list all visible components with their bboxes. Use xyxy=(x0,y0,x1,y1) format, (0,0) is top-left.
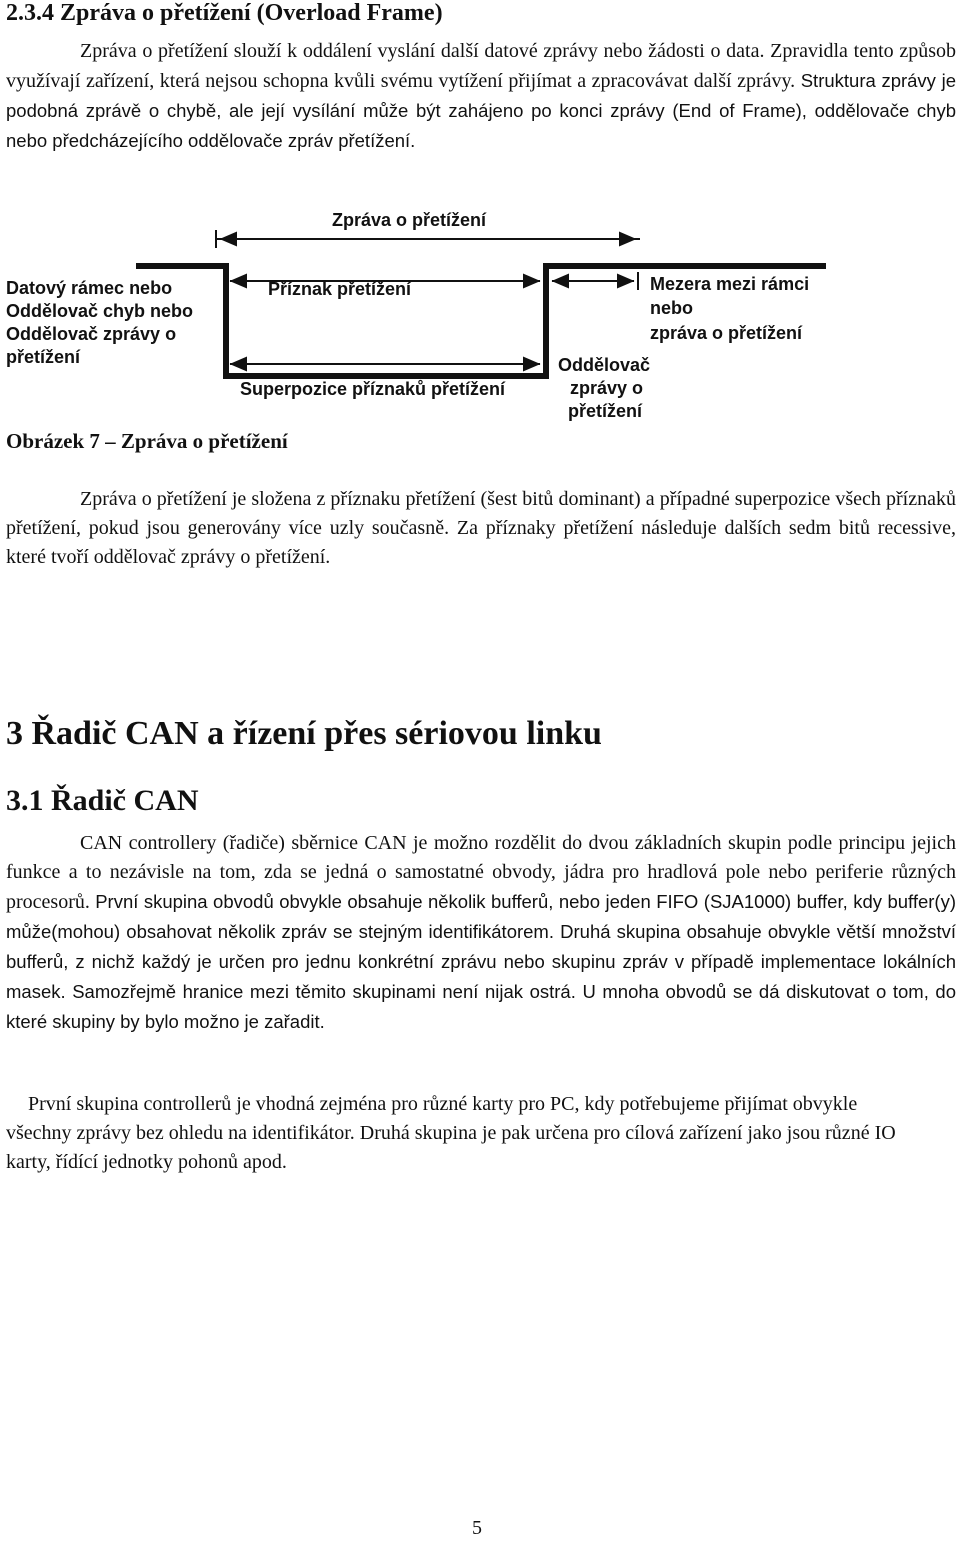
top-dimension-arrow xyxy=(216,230,640,248)
right-label-line: zpráva o přetížení xyxy=(650,323,803,343)
diagram-label-delimiter xyxy=(558,355,650,421)
paragraph-serif-part: Zpráva o přetížení slouží k oddálení vyslání další datové zprávy nebo žádosti o data. Zpravidla tento způsob využívají zařízení, která nejsou schopna kvůli svému vytížení přijímat a zpracovávat další zprávy. xyxy=(6,40,956,92)
diagram-label-overload-flag: Příznak přetížení xyxy=(268,279,412,299)
figure-caption: Obrázek 7 – Zpráva o přetížení xyxy=(6,429,288,453)
diagram-label-overload-frame: Zpráva o přetížení xyxy=(332,210,487,230)
paragraph-can-controllers xyxy=(6,829,956,1037)
overload-frame-diagram xyxy=(0,196,960,426)
paragraph-sans-part: Struktura zprávy je podobná zprávě o chybě, ale její vysílání může být zahájeno po konci zprávy (End of Frame), oddělovače chyb nebo předcházejícího oddělovače zpráv přetížení. xyxy=(6,70,956,151)
diagram-label-left xyxy=(6,278,193,367)
left-label-line: Oddělovač chyb nebo xyxy=(6,301,194,321)
left-label-line: Oddělovač zprávy o xyxy=(6,324,177,344)
superposition-dimension-arrow xyxy=(230,358,540,370)
delimiter-label-line: Oddělovač xyxy=(558,355,651,375)
diagram-label-right xyxy=(650,274,809,343)
page-number: 5 xyxy=(472,1517,482,1539)
delimiter-dimension-arrow xyxy=(552,272,638,290)
subsection-heading: 2.3.4 Zpráva o přetížení (Overload Frame) xyxy=(6,0,443,26)
paragraph-serif-part: CAN controllery (řadiče) sběrnice CAN je možno rozdělit do dvou základních skupin podle principu jejich funkce a to nezávisle na tom, zda se jedná o samostatné obvody, jádra pro hradlová pole nebo periferie různých procesorů. xyxy=(6,832,956,913)
paragraph-overload-structure xyxy=(6,485,956,572)
section-heading: 3.1 Řadič CAN xyxy=(6,784,199,817)
left-label-line: Datový rámec nebo xyxy=(6,278,173,298)
paragraph-controller-groups: První skupina controllerů je vhodná zejména pro různé karty pro PC, kdy potřebujeme přijímat obvykle všechny zprávy bez ohledu na identifikátor. Druhá skupina je pak určena pro cílová zařízení jako jsou různé IO karty, řídící jednotky pohonů apod. xyxy=(6,1093,896,1173)
delimiter-label-line: zprávy o xyxy=(570,378,644,398)
paragraph-serif-part: Za příznaky přetížení následuje dalších sedm bitů recessive, které tvoří oddělovač zprávy o přetížení. xyxy=(6,517,956,568)
right-label-line: Mezera mezi rámci xyxy=(650,274,810,294)
left-label-line: přetížení xyxy=(6,347,81,367)
paragraph-overload-intro xyxy=(6,37,956,156)
right-label-line: nebo xyxy=(650,298,693,318)
delimiter-label-line: přetížení xyxy=(568,401,643,421)
paragraph-serif-part: Zpráva o přetížení je složena z příznaku přetížení (šest bitů dominant) a případné superpozice všech příznaků přetížení, pokud jsou generovány více uzly současně. xyxy=(6,488,956,539)
diagram-label-superposition: Superpozice příznaků přetížení xyxy=(240,379,506,399)
paragraph-sans-part: První skupina obvodů obvykle obsahuje několik bufferů, nebo jeden FIFO (SJA1000) buffer, kdy buffer(y) může(mohou) obsahovat několik zpráv se stejným identifikátorem. Druhá skupina obsahuje obvykle větší množství bufferů, z nichž každý je určen pro jednu konkrétní zprávu nebo skupinu zpráv v případě implementace lokálních masek. Samozřejmě hranice mezi těmito skupinami není nijak ostrá. U mnoha obvodů se dá diskutovat o tom, do které skupiny by bylo možno je zařadit. xyxy=(6,891,956,1032)
chapter-heading: 3 Řadič CAN a řízení přes sériovou linku xyxy=(6,715,602,752)
